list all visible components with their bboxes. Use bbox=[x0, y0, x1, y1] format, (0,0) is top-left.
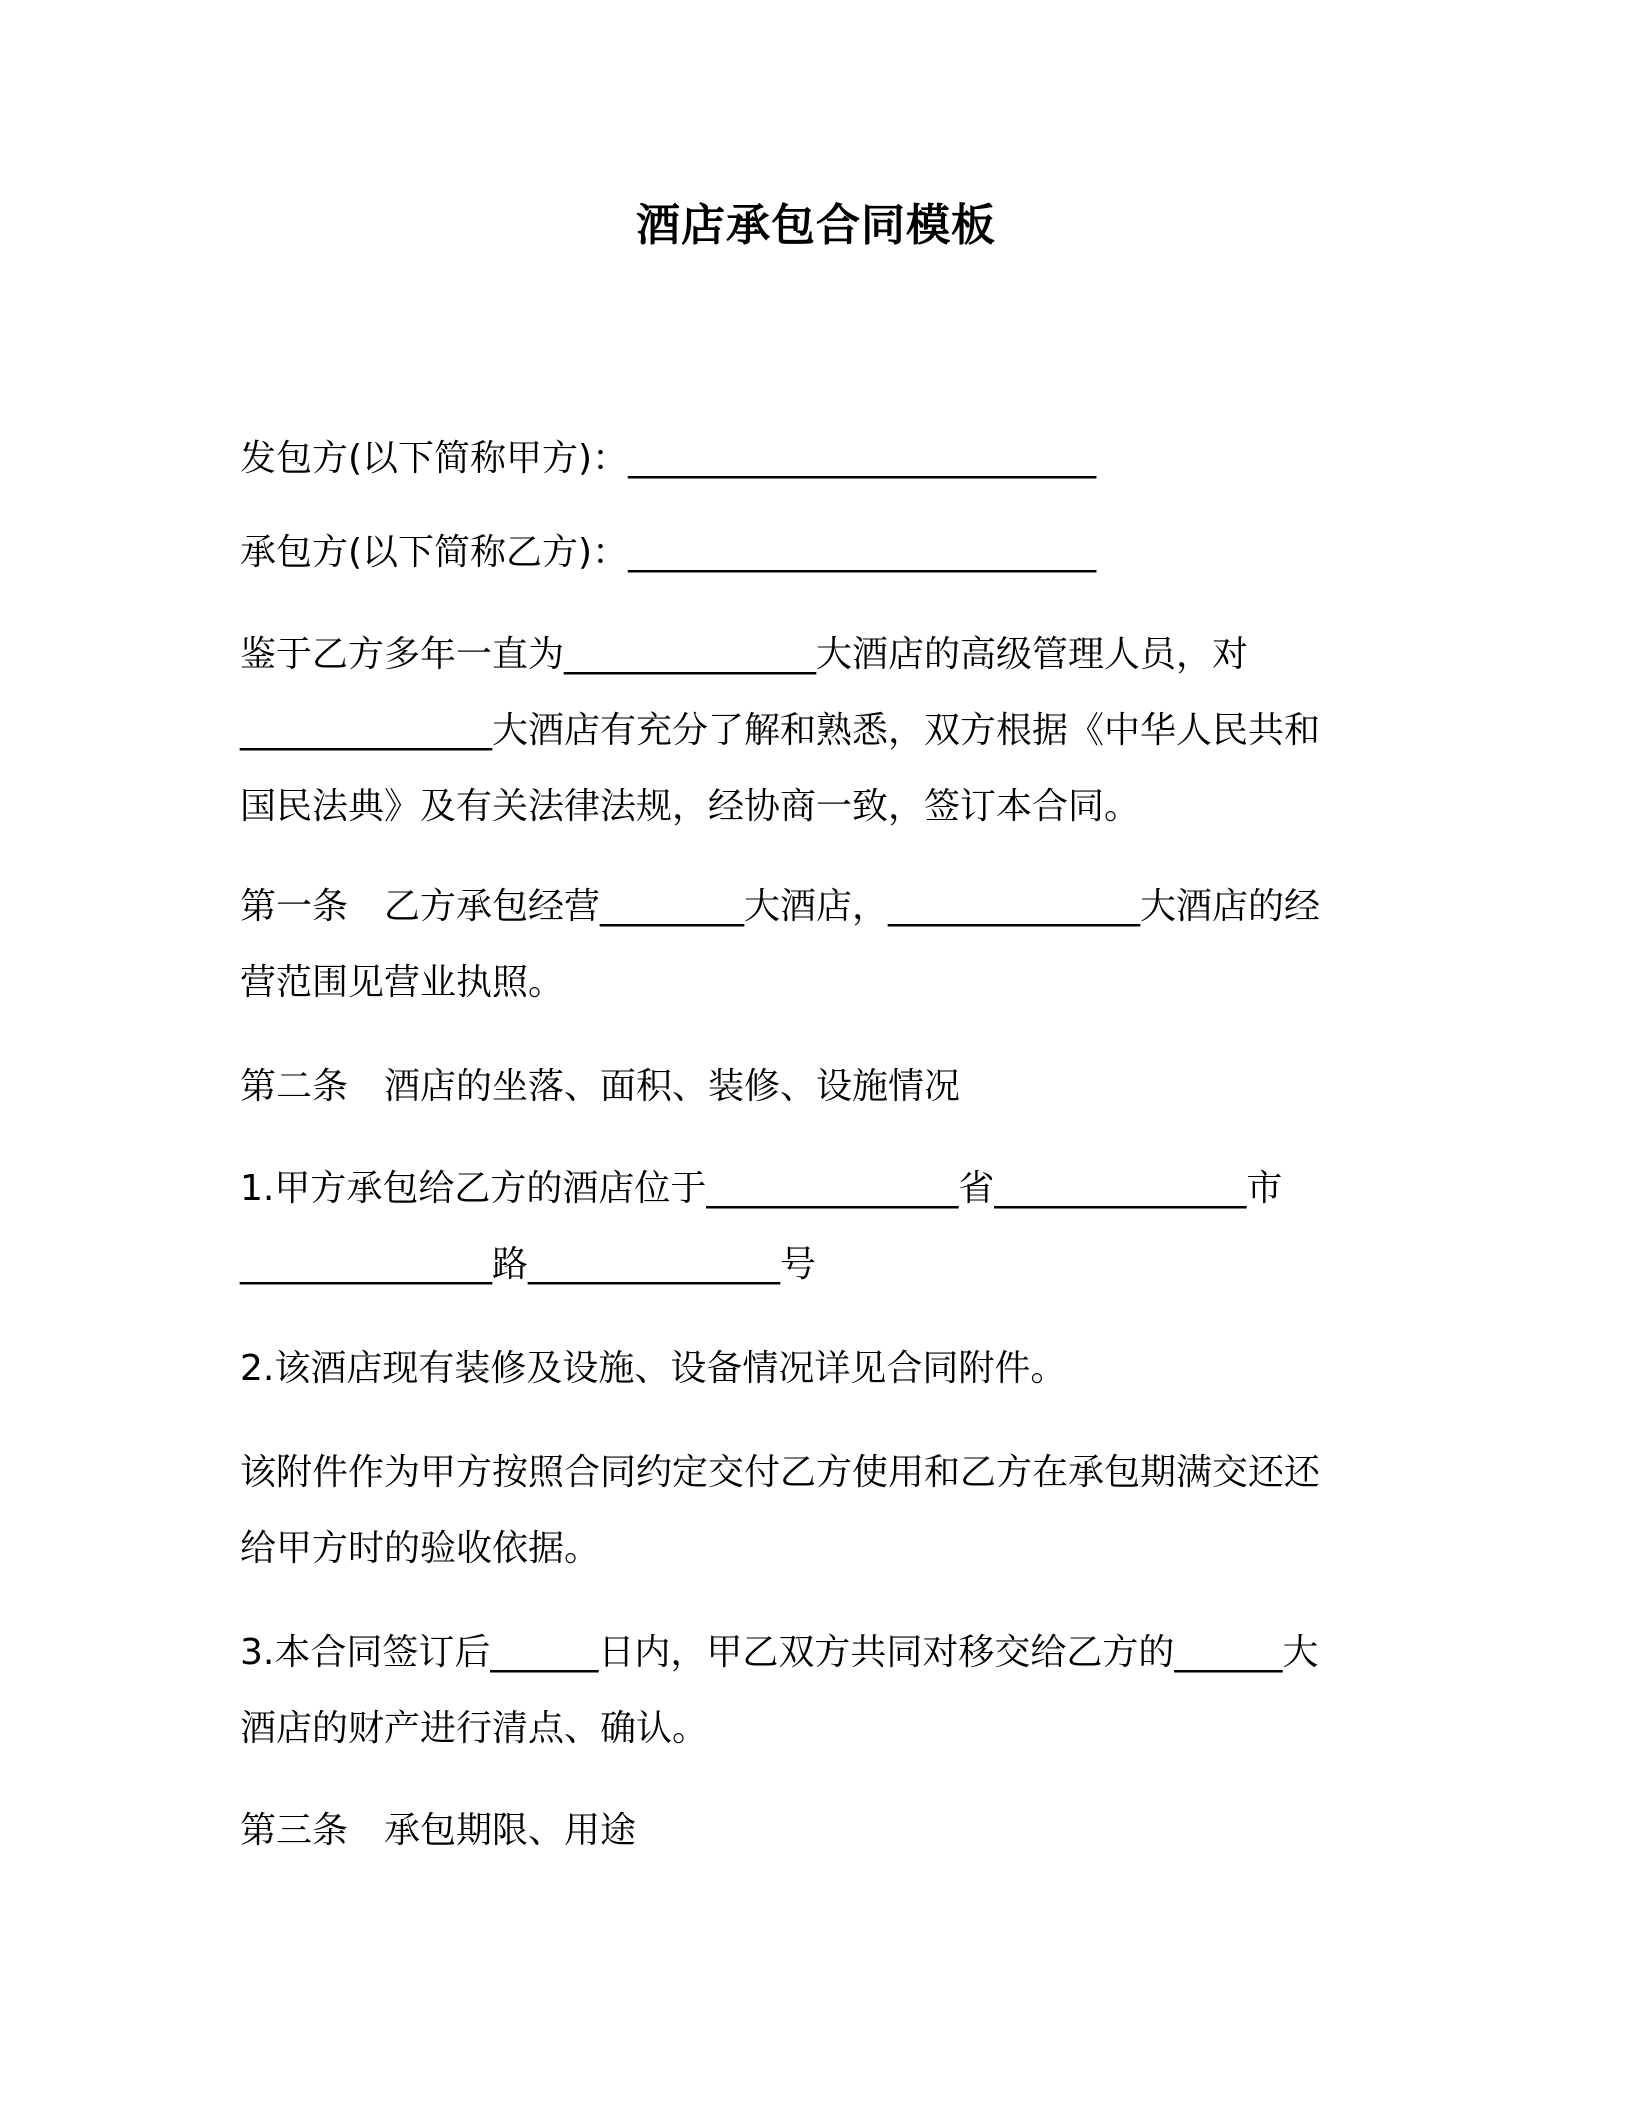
clause-2-1-line-1: 1.甲方承包给乙方的酒店位于______________省______________市 bbox=[240, 1168, 1283, 1209]
preamble-line-1: 鉴于乙方多年一直为______________大酒店的高级管理人员，对 bbox=[240, 634, 1249, 675]
party-b-line: 承包方(以下简称乙方)：__________________________ bbox=[240, 532, 1097, 573]
annex-note-line-1: 该附件作为甲方按照合同约定交付乙方使用和乙方在承包期满交还还 bbox=[240, 1452, 1321, 1493]
clause-2-3-line-1: 3.本合同签订后______日内，甲乙双方共同对移交给乙方的______大 bbox=[240, 1632, 1319, 1673]
clause-2-3-line-2: 酒店的财产进行清点、确认。 bbox=[240, 1708, 709, 1749]
party-a-line: 发包方(以下简称甲方)：__________________________ bbox=[240, 438, 1097, 479]
document-title: 酒店承包合同模板 bbox=[636, 200, 996, 251]
article-3-heading: 第三条 承包期限、用途 bbox=[240, 1810, 637, 1851]
annex-note-line-2: 给甲方时的验收依据。 bbox=[240, 1528, 601, 1569]
preamble-line-3: 国民法典》及有关法律法规，经协商一致，签订本合同。 bbox=[240, 786, 1141, 827]
article-2-heading: 第二条 酒店的坐落、面积、装修、设施情况 bbox=[240, 1066, 961, 1107]
clause-2-2-line: 2.该酒店现有装修及设施、设备情况详见合同附件。 bbox=[240, 1348, 1067, 1389]
article-1-line-1: 第一条 乙方承包经营________大酒店，______________大酒店的经 bbox=[240, 886, 1321, 927]
preamble-line-2: ______________大酒店有充分了解和熟悉，双方根据《中华人民共和 bbox=[240, 710, 1321, 751]
clause-2-1-line-2: ______________路______________号 bbox=[240, 1244, 816, 1285]
article-1-line-2: 营范围见营业执照。 bbox=[240, 962, 565, 1003]
